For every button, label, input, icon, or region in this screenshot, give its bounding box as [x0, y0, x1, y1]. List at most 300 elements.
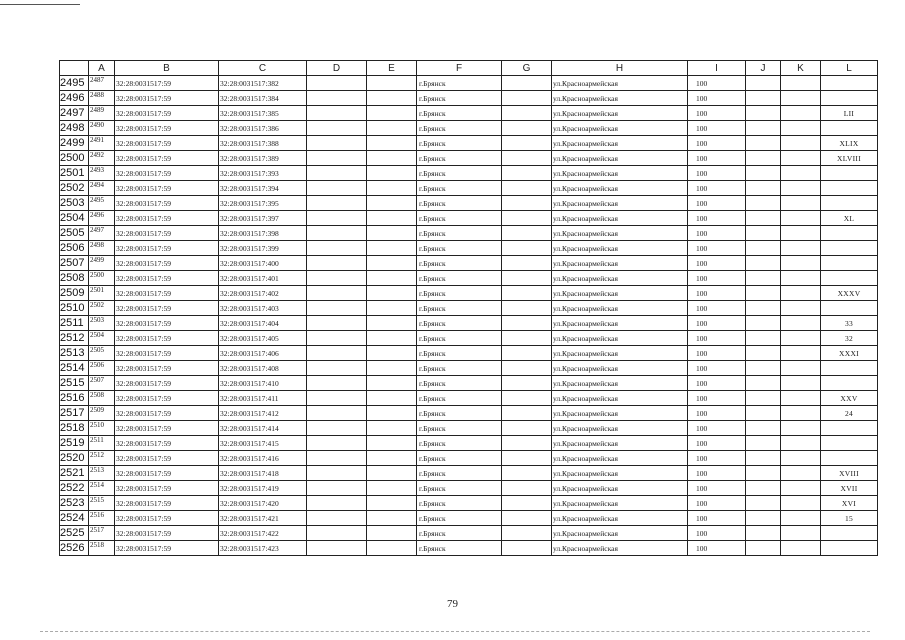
cell-h[interactable]: ул.Красноармейская [552, 271, 688, 286]
cell-h[interactable]: ул.Красноармейская [552, 496, 688, 511]
cell-b[interactable]: 32:28:0031517:59 [115, 346, 219, 361]
cell-k[interactable] [781, 241, 821, 256]
cell-h[interactable]: ул.Красноармейская [552, 451, 688, 466]
cell-g[interactable] [502, 316, 552, 331]
cell-i[interactable]: 100 [688, 511, 746, 526]
cell-k[interactable] [781, 271, 821, 286]
cell-e[interactable] [367, 466, 417, 481]
cell-h[interactable]: ул.Красноармейская [552, 481, 688, 496]
cell-e[interactable] [367, 226, 417, 241]
cell-e[interactable] [367, 541, 417, 556]
cell-h[interactable]: ул.Красноармейская [552, 391, 688, 406]
cell-h[interactable]: ул.Красноармейская [552, 256, 688, 271]
cell-e[interactable] [367, 301, 417, 316]
cell-j[interactable] [746, 76, 781, 91]
column-header-l[interactable]: L [821, 61, 878, 76]
cell-f[interactable]: г.Брянск [417, 406, 502, 421]
cell-e[interactable] [367, 421, 417, 436]
cell-k[interactable] [781, 526, 821, 541]
cell-b[interactable]: 32:28:0031517:59 [115, 406, 219, 421]
cell-f[interactable]: г.Брянск [417, 511, 502, 526]
cell-j[interactable] [746, 121, 781, 136]
cell-i[interactable]: 100 [688, 121, 746, 136]
cell-f[interactable]: г.Брянск [417, 151, 502, 166]
cell-j[interactable] [746, 331, 781, 346]
cell-j[interactable] [746, 181, 781, 196]
cell-e[interactable] [367, 346, 417, 361]
cell-b[interactable]: 32:28:0031517:59 [115, 256, 219, 271]
cell-j[interactable] [746, 151, 781, 166]
cell-b[interactable]: 32:28:0031517:59 [115, 436, 219, 451]
cell-e[interactable] [367, 286, 417, 301]
cell-f[interactable]: г.Брянск [417, 286, 502, 301]
cell-l[interactable] [821, 436, 878, 451]
cell-c[interactable]: 32:28:0031517:404 [219, 316, 307, 331]
cell-k[interactable] [781, 121, 821, 136]
cell-b[interactable]: 32:28:0031517:59 [115, 301, 219, 316]
cell-j[interactable] [746, 136, 781, 151]
cell-j[interactable] [746, 301, 781, 316]
cell-i[interactable]: 100 [688, 421, 746, 436]
cell-f[interactable]: г.Брянск [417, 316, 502, 331]
cell-k[interactable] [781, 346, 821, 361]
cell-i[interactable]: 100 [688, 526, 746, 541]
cell-c[interactable]: 32:28:0031517:397 [219, 211, 307, 226]
cell-a[interactable]: 2488 [89, 91, 115, 106]
cell-i[interactable]: 100 [688, 301, 746, 316]
cell-b[interactable]: 32:28:0031517:59 [115, 226, 219, 241]
cell-k[interactable] [781, 436, 821, 451]
cell-i[interactable]: 100 [688, 406, 746, 421]
cell-k[interactable] [781, 406, 821, 421]
cell-d[interactable] [307, 346, 367, 361]
cell-e[interactable] [367, 481, 417, 496]
cell-h[interactable]: ул.Красноармейская [552, 511, 688, 526]
cell-a[interactable]: 2499 [89, 256, 115, 271]
cell-g[interactable] [502, 541, 552, 556]
cell-e[interactable] [367, 256, 417, 271]
cell-k[interactable] [781, 286, 821, 301]
cell-b[interactable]: 32:28:0031517:59 [115, 271, 219, 286]
cell-i[interactable]: 100 [688, 391, 746, 406]
cell-l[interactable] [821, 451, 878, 466]
cell-f[interactable]: г.Брянск [417, 196, 502, 211]
cell-d[interactable] [307, 466, 367, 481]
cell-l[interactable] [821, 91, 878, 106]
cell-f[interactable]: г.Брянск [417, 376, 502, 391]
cell-l[interactable]: XLVIII [821, 151, 878, 166]
cell-g[interactable] [502, 211, 552, 226]
cell-g[interactable] [502, 301, 552, 316]
cell-i[interactable]: 100 [688, 226, 746, 241]
cell-k[interactable] [781, 421, 821, 436]
cell-e[interactable] [367, 181, 417, 196]
cell-f[interactable]: г.Брянск [417, 436, 502, 451]
cell-k[interactable] [781, 391, 821, 406]
cell-i[interactable]: 100 [688, 466, 746, 481]
cell-e[interactable] [367, 91, 417, 106]
cell-i[interactable]: 100 [688, 346, 746, 361]
cell-e[interactable] [367, 271, 417, 286]
row-number[interactable]: 2513 [60, 346, 89, 361]
cell-e[interactable] [367, 496, 417, 511]
cell-f[interactable]: г.Брянск [417, 106, 502, 121]
cell-d[interactable] [307, 391, 367, 406]
cell-b[interactable]: 32:28:0031517:59 [115, 526, 219, 541]
cell-d[interactable] [307, 136, 367, 151]
cell-k[interactable] [781, 496, 821, 511]
cell-j[interactable] [746, 436, 781, 451]
cell-i[interactable]: 100 [688, 331, 746, 346]
cell-d[interactable] [307, 286, 367, 301]
cell-f[interactable]: г.Брянск [417, 76, 502, 91]
cell-j[interactable] [746, 166, 781, 181]
cell-i[interactable]: 100 [688, 316, 746, 331]
cell-i[interactable]: 100 [688, 181, 746, 196]
cell-d[interactable] [307, 76, 367, 91]
cell-f[interactable]: г.Брянск [417, 526, 502, 541]
cell-f[interactable]: г.Брянск [417, 496, 502, 511]
cell-j[interactable] [746, 421, 781, 436]
cell-g[interactable] [502, 361, 552, 376]
cell-d[interactable] [307, 256, 367, 271]
cell-c[interactable]: 32:28:0031517:421 [219, 511, 307, 526]
cell-c[interactable]: 32:28:0031517:395 [219, 196, 307, 211]
cell-f[interactable]: г.Брянск [417, 121, 502, 136]
cell-a[interactable]: 2514 [89, 481, 115, 496]
cell-a[interactable]: 2517 [89, 526, 115, 541]
cell-l[interactable]: XVII [821, 481, 878, 496]
cell-h[interactable]: ул.Красноармейская [552, 76, 688, 91]
cell-a[interactable]: 2501 [89, 286, 115, 301]
cell-g[interactable] [502, 226, 552, 241]
cell-d[interactable] [307, 106, 367, 121]
cell-d[interactable] [307, 361, 367, 376]
column-header-i[interactable]: I [688, 61, 746, 76]
cell-a[interactable]: 2494 [89, 181, 115, 196]
cell-j[interactable] [746, 256, 781, 271]
cell-j[interactable] [746, 406, 781, 421]
cell-i[interactable]: 100 [688, 271, 746, 286]
cell-h[interactable]: ул.Красноармейская [552, 91, 688, 106]
cell-c[interactable]: 32:28:0031517:401 [219, 271, 307, 286]
column-header-b[interactable]: B [115, 61, 219, 76]
cell-g[interactable] [502, 106, 552, 121]
cell-i[interactable]: 100 [688, 136, 746, 151]
cell-a[interactable]: 2497 [89, 226, 115, 241]
cell-j[interactable] [746, 286, 781, 301]
cell-h[interactable]: ул.Красноармейская [552, 181, 688, 196]
cell-e[interactable] [367, 331, 417, 346]
cell-g[interactable] [502, 136, 552, 151]
row-number[interactable]: 2516 [60, 391, 89, 406]
cell-l[interactable] [821, 301, 878, 316]
row-number[interactable]: 2524 [60, 511, 89, 526]
row-number[interactable]: 2506 [60, 241, 89, 256]
cell-f[interactable]: г.Брянск [417, 271, 502, 286]
cell-l[interactable]: LII [821, 106, 878, 121]
cell-h[interactable]: ул.Красноармейская [552, 121, 688, 136]
cell-e[interactable] [367, 376, 417, 391]
cell-c[interactable]: 32:28:0031517:420 [219, 496, 307, 511]
cell-d[interactable] [307, 211, 367, 226]
cell-k[interactable] [781, 361, 821, 376]
cell-d[interactable] [307, 196, 367, 211]
row-number[interactable]: 2510 [60, 301, 89, 316]
cell-j[interactable] [746, 226, 781, 241]
cell-i[interactable]: 100 [688, 286, 746, 301]
cell-d[interactable] [307, 376, 367, 391]
cell-g[interactable] [502, 91, 552, 106]
cell-j[interactable] [746, 361, 781, 376]
cell-f[interactable]: г.Брянск [417, 226, 502, 241]
cell-i[interactable]: 100 [688, 496, 746, 511]
row-number[interactable]: 2520 [60, 451, 89, 466]
column-header-c[interactable]: C [219, 61, 307, 76]
cell-b[interactable]: 32:28:0031517:59 [115, 481, 219, 496]
cell-a[interactable]: 2509 [89, 406, 115, 421]
cell-g[interactable] [502, 166, 552, 181]
cell-e[interactable] [367, 241, 417, 256]
row-number[interactable]: 2519 [60, 436, 89, 451]
cell-g[interactable] [502, 511, 552, 526]
cell-c[interactable]: 32:28:0031517:411 [219, 391, 307, 406]
cell-c[interactable]: 32:28:0031517:412 [219, 406, 307, 421]
cell-f[interactable]: г.Брянск [417, 361, 502, 376]
cell-c[interactable]: 32:28:0031517:418 [219, 466, 307, 481]
cell-j[interactable] [746, 271, 781, 286]
cell-l[interactable]: XVI [821, 496, 878, 511]
row-number[interactable]: 2505 [60, 226, 89, 241]
column-header-g[interactable]: G [502, 61, 552, 76]
row-number[interactable]: 2497 [60, 106, 89, 121]
cell-c[interactable]: 32:28:0031517:408 [219, 361, 307, 376]
cell-c[interactable]: 32:28:0031517:398 [219, 226, 307, 241]
cell-b[interactable]: 32:28:0031517:59 [115, 391, 219, 406]
row-number[interactable]: 2518 [60, 421, 89, 436]
cell-d[interactable] [307, 526, 367, 541]
cell-l[interactable] [821, 196, 878, 211]
cell-d[interactable] [307, 301, 367, 316]
cell-d[interactable] [307, 451, 367, 466]
cell-i[interactable]: 100 [688, 541, 746, 556]
column-header-h[interactable]: H [552, 61, 688, 76]
row-number[interactable]: 2495 [60, 76, 89, 91]
cell-k[interactable] [781, 511, 821, 526]
cell-i[interactable]: 100 [688, 256, 746, 271]
cell-d[interactable] [307, 241, 367, 256]
row-number[interactable]: 2522 [60, 481, 89, 496]
cell-c[interactable]: 32:28:0031517:393 [219, 166, 307, 181]
cell-f[interactable]: г.Брянск [417, 181, 502, 196]
row-number[interactable]: 2500 [60, 151, 89, 166]
cell-e[interactable] [367, 106, 417, 121]
cell-l[interactable] [821, 421, 878, 436]
cell-g[interactable] [502, 271, 552, 286]
cell-l[interactable]: 15 [821, 511, 878, 526]
cell-b[interactable]: 32:28:0031517:59 [115, 76, 219, 91]
row-number[interactable]: 2525 [60, 526, 89, 541]
cell-k[interactable] [781, 316, 821, 331]
cell-a[interactable]: 2505 [89, 346, 115, 361]
cell-a[interactable]: 2489 [89, 106, 115, 121]
cell-k[interactable] [781, 136, 821, 151]
cell-a[interactable]: 2491 [89, 136, 115, 151]
cell-k[interactable] [781, 541, 821, 556]
cell-g[interactable] [502, 331, 552, 346]
cell-l[interactable] [821, 361, 878, 376]
cell-i[interactable]: 100 [688, 91, 746, 106]
cell-a[interactable]: 2487 [89, 76, 115, 91]
cell-e[interactable] [367, 136, 417, 151]
cell-l[interactable] [821, 121, 878, 136]
cell-h[interactable]: ул.Красноармейская [552, 541, 688, 556]
cell-e[interactable] [367, 76, 417, 91]
cell-h[interactable]: ул.Красноармейская [552, 211, 688, 226]
cell-a[interactable]: 2518 [89, 541, 115, 556]
cell-a[interactable]: 2515 [89, 496, 115, 511]
cell-l[interactable] [821, 526, 878, 541]
cell-l[interactable] [821, 226, 878, 241]
cell-k[interactable] [781, 76, 821, 91]
cell-l[interactable]: XXXV [821, 286, 878, 301]
row-number[interactable]: 2512 [60, 331, 89, 346]
cell-l[interactable] [821, 256, 878, 271]
cell-l[interactable] [821, 166, 878, 181]
row-number[interactable]: 2526 [60, 541, 89, 556]
cell-h[interactable]: ул.Красноармейская [552, 466, 688, 481]
cell-f[interactable]: г.Брянск [417, 136, 502, 151]
cell-g[interactable] [502, 496, 552, 511]
cell-b[interactable]: 32:28:0031517:59 [115, 511, 219, 526]
cell-k[interactable] [781, 151, 821, 166]
cell-j[interactable] [746, 451, 781, 466]
cell-h[interactable]: ул.Красноармейская [552, 346, 688, 361]
column-header-k[interactable]: K [781, 61, 821, 76]
cell-b[interactable]: 32:28:0031517:59 [115, 496, 219, 511]
row-number[interactable]: 2496 [60, 91, 89, 106]
cell-k[interactable] [781, 301, 821, 316]
cell-k[interactable] [781, 256, 821, 271]
cell-j[interactable] [746, 91, 781, 106]
cell-l[interactable]: XVIII [821, 466, 878, 481]
cell-g[interactable] [502, 151, 552, 166]
cell-l[interactable]: XLIX [821, 136, 878, 151]
cell-b[interactable]: 32:28:0031517:59 [115, 361, 219, 376]
cell-k[interactable] [781, 226, 821, 241]
cell-g[interactable] [502, 466, 552, 481]
cell-f[interactable]: г.Брянск [417, 451, 502, 466]
cell-g[interactable] [502, 121, 552, 136]
cell-d[interactable] [307, 436, 367, 451]
cell-i[interactable]: 100 [688, 481, 746, 496]
cell-b[interactable]: 32:28:0031517:59 [115, 121, 219, 136]
cell-j[interactable] [746, 526, 781, 541]
cell-d[interactable] [307, 481, 367, 496]
cell-f[interactable]: г.Брянск [417, 346, 502, 361]
row-number[interactable]: 2523 [60, 496, 89, 511]
cell-g[interactable] [502, 181, 552, 196]
cell-e[interactable] [367, 196, 417, 211]
cell-d[interactable] [307, 166, 367, 181]
cell-a[interactable]: 2492 [89, 151, 115, 166]
cell-e[interactable] [367, 511, 417, 526]
cell-j[interactable] [746, 541, 781, 556]
cell-e[interactable] [367, 121, 417, 136]
cell-f[interactable]: г.Брянск [417, 466, 502, 481]
cell-a[interactable]: 2512 [89, 451, 115, 466]
cell-g[interactable] [502, 451, 552, 466]
cell-l[interactable] [821, 541, 878, 556]
cell-c[interactable]: 32:28:0031517:402 [219, 286, 307, 301]
cell-j[interactable] [746, 211, 781, 226]
cell-d[interactable] [307, 316, 367, 331]
cell-k[interactable] [781, 376, 821, 391]
cell-c[interactable]: 32:28:0031517:416 [219, 451, 307, 466]
cell-a[interactable]: 2493 [89, 166, 115, 181]
cell-a[interactable]: 2498 [89, 241, 115, 256]
cell-d[interactable] [307, 151, 367, 166]
column-header-a[interactable]: A [89, 61, 115, 76]
cell-c[interactable]: 32:28:0031517:414 [219, 421, 307, 436]
cell-k[interactable] [781, 106, 821, 121]
cell-a[interactable]: 2511 [89, 436, 115, 451]
cell-a[interactable]: 2508 [89, 391, 115, 406]
cell-j[interactable] [746, 496, 781, 511]
cell-g[interactable] [502, 346, 552, 361]
cell-e[interactable] [367, 436, 417, 451]
cell-a[interactable]: 2510 [89, 421, 115, 436]
cell-b[interactable]: 32:28:0031517:59 [115, 541, 219, 556]
cell-a[interactable]: 2504 [89, 331, 115, 346]
cell-j[interactable] [746, 466, 781, 481]
cell-k[interactable] [781, 466, 821, 481]
cell-b[interactable]: 32:28:0031517:59 [115, 466, 219, 481]
cell-a[interactable]: 2502 [89, 301, 115, 316]
cell-e[interactable] [367, 361, 417, 376]
cell-k[interactable] [781, 331, 821, 346]
cell-h[interactable]: ул.Красноармейская [552, 241, 688, 256]
cell-i[interactable]: 100 [688, 211, 746, 226]
cell-f[interactable]: г.Брянск [417, 391, 502, 406]
cell-a[interactable]: 2500 [89, 271, 115, 286]
cell-c[interactable]: 32:28:0031517:403 [219, 301, 307, 316]
column-header-j[interactable]: J [746, 61, 781, 76]
cell-g[interactable] [502, 196, 552, 211]
cell-e[interactable] [367, 316, 417, 331]
cell-a[interactable]: 2490 [89, 121, 115, 136]
cell-k[interactable] [781, 451, 821, 466]
cell-h[interactable]: ул.Красноармейская [552, 151, 688, 166]
cell-b[interactable]: 32:28:0031517:59 [115, 151, 219, 166]
cell-f[interactable]: г.Брянск [417, 211, 502, 226]
cell-a[interactable]: 2503 [89, 316, 115, 331]
cell-l[interactable] [821, 271, 878, 286]
cell-b[interactable]: 32:28:0031517:59 [115, 421, 219, 436]
cell-c[interactable]: 32:28:0031517:388 [219, 136, 307, 151]
cell-f[interactable]: г.Брянск [417, 256, 502, 271]
cell-i[interactable]: 100 [688, 151, 746, 166]
cell-f[interactable]: г.Брянск [417, 301, 502, 316]
cell-a[interactable]: 2506 [89, 361, 115, 376]
cell-a[interactable]: 2495 [89, 196, 115, 211]
cell-h[interactable]: ул.Красноармейская [552, 196, 688, 211]
cell-j[interactable] [746, 106, 781, 121]
cell-a[interactable]: 2496 [89, 211, 115, 226]
cell-b[interactable]: 32:28:0031517:59 [115, 451, 219, 466]
cell-b[interactable]: 32:28:0031517:59 [115, 181, 219, 196]
cell-k[interactable] [781, 166, 821, 181]
